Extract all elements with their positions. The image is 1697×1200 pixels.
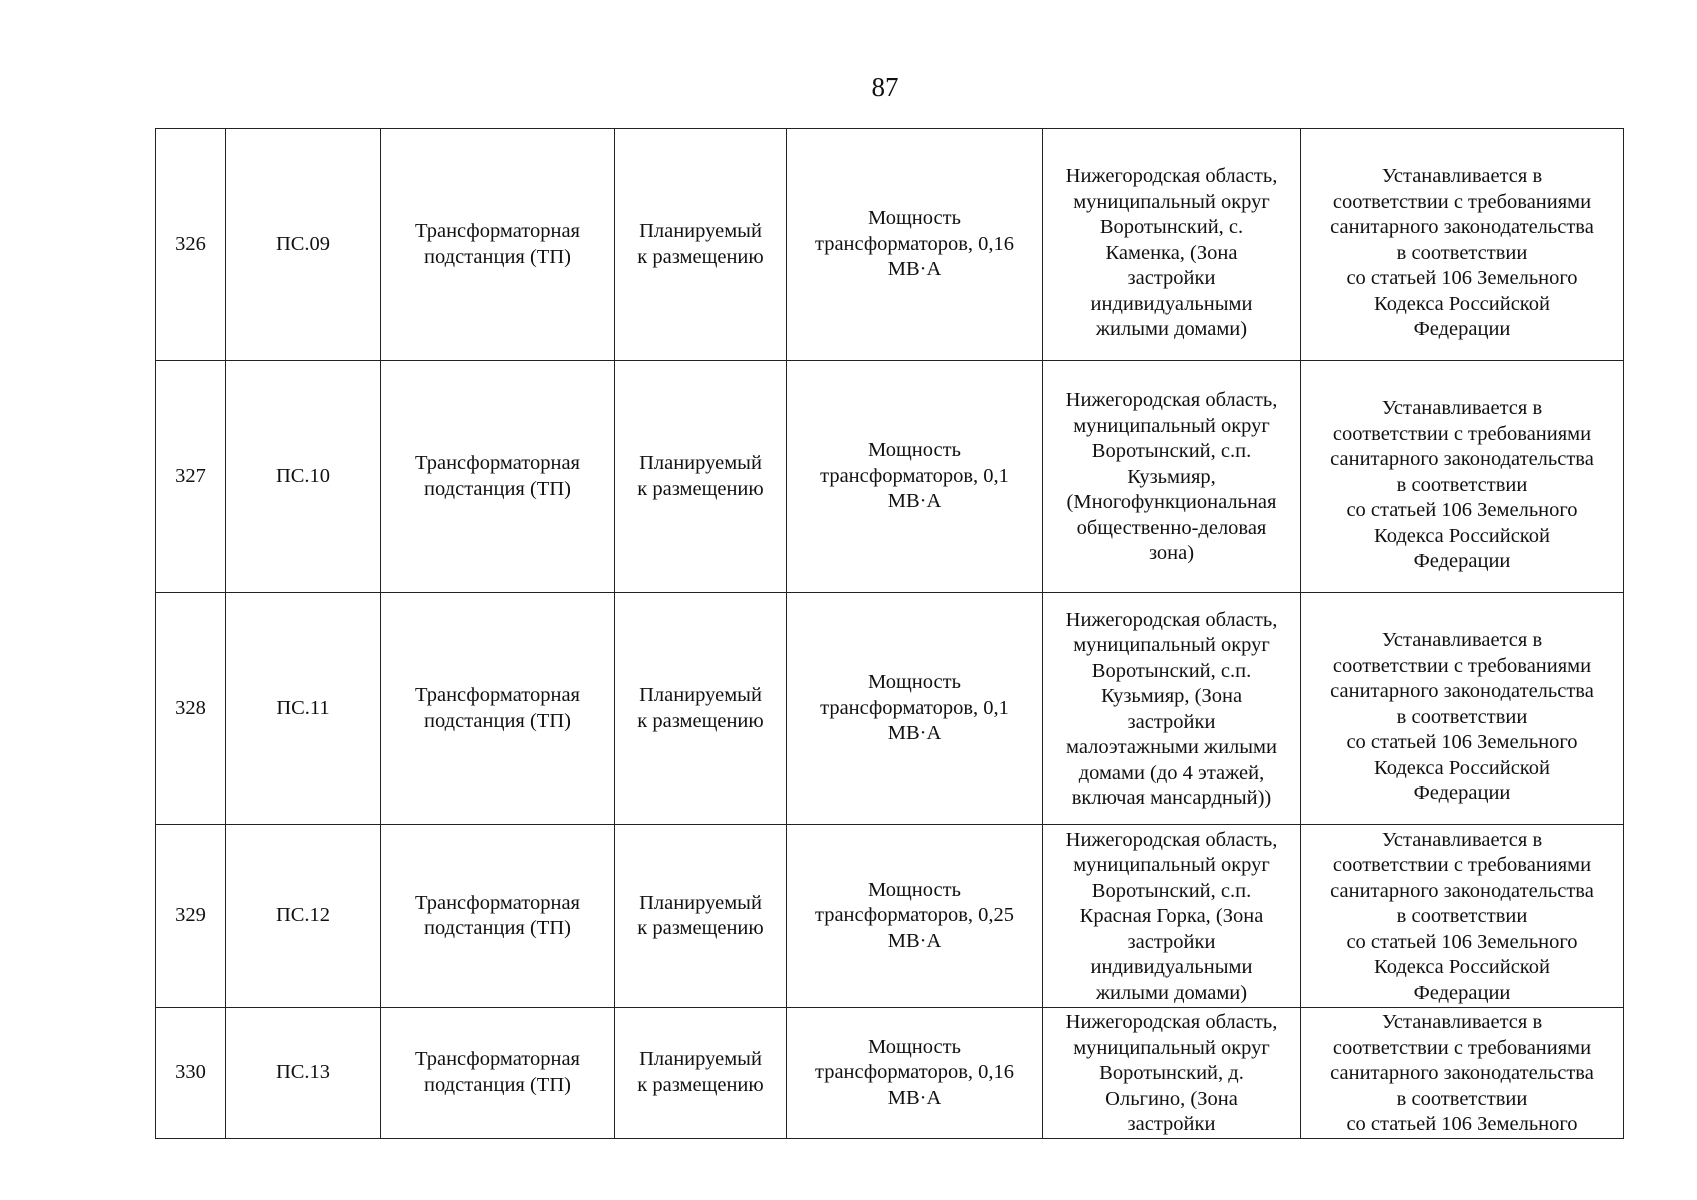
object-zone: Устанавливается в соответствии с требованиями санитарного законодательства в соответствии со статьей 106 Земельного xyxy=(1301,1008,1624,1139)
object-location: Нижегородская область, муниципальный округ Воротынский, с.п. Кузьмияр, (Многофункциональная общественно-деловая зона) xyxy=(1043,361,1301,593)
object-status: Планируемый к размещению xyxy=(615,361,787,593)
table-row xyxy=(156,593,1624,825)
table-row xyxy=(156,825,1624,1008)
table-row xyxy=(156,361,1624,593)
object-zone: Устанавливается в соответствии с требованиями санитарного законодательства в соответствии со статьей 106 Земельного Кодекса Российской Федерации xyxy=(1301,361,1624,593)
object-name: Трансформаторная подстанция (ТП) xyxy=(381,361,615,593)
object-code: ПС.13 xyxy=(226,1008,381,1139)
object-code: ПС.10 xyxy=(226,361,381,593)
object-characteristics: Мощность трансформаторов, 0,1 МВ·А xyxy=(787,593,1043,825)
object-name: Трансформаторная подстанция (ТП) xyxy=(381,1008,615,1139)
row-number: 330 xyxy=(156,1008,226,1139)
object-status: Планируемый к размещению xyxy=(615,129,787,361)
object-zone: Устанавливается в соответствии с требованиями санитарного законодательства в соответствии со статьей 106 Земельного Кодекса Российской Федерации xyxy=(1301,593,1624,825)
page-number: 87 xyxy=(871,72,899,102)
table-row xyxy=(156,129,1624,361)
object-name: Трансформаторная подстанция (ТП) xyxy=(381,825,615,1008)
object-location: Нижегородская область, муниципальный округ Воротынский, с.п. Красная Горка, (Зона застройки индивидуальными жилыми домами) xyxy=(1043,825,1301,1008)
row-number: 329 xyxy=(156,825,226,1008)
object-characteristics: Мощность трансформаторов, 0,16 МВ·А xyxy=(787,129,1043,361)
object-location: Нижегородская область, муниципальный округ Воротынский, д. Ольгино, (Зона застройки xyxy=(1043,1008,1301,1139)
object-status: Планируемый к размещению xyxy=(615,593,787,825)
object-characteristics: Мощность трансформаторов, 0,25 МВ·А xyxy=(787,825,1043,1008)
object-code: ПС.11 xyxy=(226,593,381,825)
table-row xyxy=(156,1008,1624,1139)
object-zone: Устанавливается в соответствии с требованиями санитарного законодательства в соответствии со статьей 106 Земельного Кодекса Российской Федерации xyxy=(1301,129,1624,361)
object-location: Нижегородская область, муниципальный округ Воротынский, с. Каменка, (Зона застройки индивидуальными жилыми домами) xyxy=(1043,129,1301,361)
object-status: Планируемый к размещению xyxy=(615,825,787,1008)
object-zone: Устанавливается в соответствии с требованиями санитарного законодательства в соответствии со статьей 106 Земельного Кодекса Российской Федерации xyxy=(1301,825,1624,1008)
object-name: Трансформаторная подстанция (ТП) xyxy=(381,129,615,361)
row-number: 326 xyxy=(156,129,226,361)
row-number: 328 xyxy=(156,593,226,825)
objects-table xyxy=(155,128,1624,1139)
object-code: ПС.12 xyxy=(226,825,381,1008)
row-number: 327 xyxy=(156,361,226,593)
object-status: Планируемый к размещению xyxy=(615,1008,787,1139)
object-characteristics: Мощность трансформаторов, 0,1 МВ·А xyxy=(787,361,1043,593)
object-location: Нижегородская область, муниципальный округ Воротынский, с.п. Кузьмияр, (Зона застройки малоэтажными жилыми домами (до 4 этажей, включая мансардный)) xyxy=(1043,593,1301,825)
object-code: ПС.09 xyxy=(226,129,381,361)
object-characteristics: Мощность трансформаторов, 0,16 МВ·А xyxy=(787,1008,1043,1139)
object-name: Трансформаторная подстанция (ТП) xyxy=(381,593,615,825)
